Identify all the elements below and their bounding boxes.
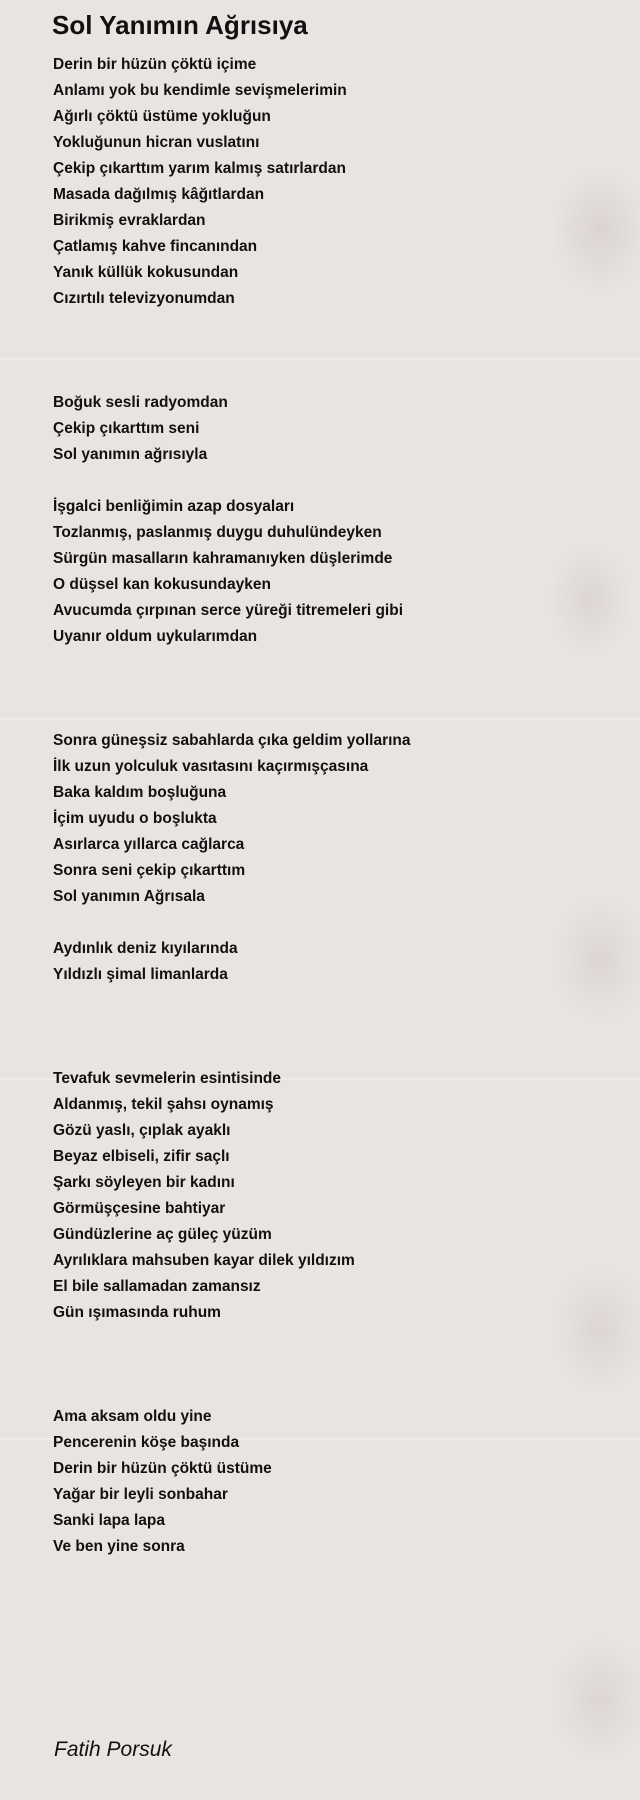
poem-line: Derin bir hüzün çöktü içime bbox=[53, 56, 257, 73]
poem-line: Sol yanımın ağrısıyla bbox=[53, 446, 208, 463]
poem-line: Tozlanmış, paslanmış duygu duhulündeyken bbox=[53, 524, 382, 541]
poem-line: Çekip çıkarttım seni bbox=[53, 420, 200, 437]
poem-body bbox=[53, 52, 613, 1560]
poem-author: Fatih Porsuk bbox=[54, 1738, 172, 1761]
poem-stanza bbox=[53, 1066, 613, 1326]
poem-line: Asırlarca yıllarca cağlarca bbox=[53, 836, 245, 853]
poem-line: Aldanmış, tekil şahsı oynamış bbox=[53, 1096, 274, 1113]
poem-line: Uyanır oldum uykularımdan bbox=[53, 628, 258, 645]
poem-line: İşgalci benliğimin azap dosyaları bbox=[53, 498, 295, 515]
stanza-spacer bbox=[53, 1326, 613, 1404]
poem-stanza bbox=[53, 52, 613, 312]
stanza-spacer bbox=[53, 988, 613, 1066]
poem-line: Çekip çıkarttım yarım kalmış satırlardan bbox=[53, 160, 346, 177]
poem-line: Beyaz elbiseli, zifir saçlı bbox=[53, 1148, 230, 1165]
poem-line: Yokluğunun hicran vuslatını bbox=[53, 134, 260, 151]
poem-line: Aydınlık deniz kıyılarında bbox=[53, 940, 238, 957]
poem-line: Masada dağılmış kâğıtlardan bbox=[53, 186, 265, 203]
poem-line: İçim uyudu o boşlukta bbox=[53, 810, 217, 827]
poem-line: Tevafuk sevmelerin esintisinde bbox=[53, 1070, 282, 1087]
poem-line: Ayrılıklara mahsuben kayar dilek yıldızım bbox=[53, 1252, 355, 1269]
poem-line: Şarkı söyleyen bir kadını bbox=[53, 1174, 235, 1191]
poem-stanza bbox=[53, 494, 613, 650]
poem-line: Sanki lapa lapa bbox=[53, 1512, 165, 1529]
poem-title: Sol Yanımın Ağrısıya bbox=[52, 10, 308, 40]
poem-stanza bbox=[53, 936, 613, 988]
poem-line: Sürgün masalların kahramanıyken düşlerimde bbox=[53, 550, 393, 567]
poem-line: Pencerenin köşe başında bbox=[53, 1434, 240, 1451]
poem-line: Sonra seni çekip çıkarttım bbox=[53, 862, 246, 879]
poem-line: Çatlamış kahve fincanından bbox=[53, 238, 258, 255]
poem-line: Ağırlı çöktü üstüme yokluğun bbox=[53, 108, 271, 125]
poem-line: Görmüşçesine bahtiyar bbox=[53, 1200, 226, 1217]
stanza-spacer bbox=[53, 312, 613, 390]
poem-line: El bile sallamadan zamansız bbox=[53, 1278, 261, 1295]
poem-stanza bbox=[53, 728, 613, 910]
stanza-spacer bbox=[53, 910, 613, 936]
poem-line: Sol yanımın Ağrısala bbox=[53, 888, 205, 905]
stanza-spacer bbox=[53, 650, 613, 728]
poem-line: Gözü yaslı, çıplak ayaklı bbox=[53, 1122, 231, 1139]
poem-line: Anlamı yok bu kendimle sevişmelerimin bbox=[53, 82, 347, 99]
poem-line: Yanık küllük kokusundan bbox=[53, 264, 239, 281]
poem-line: İlk uzun yolculuk vasıtasını kaçırmışçasına bbox=[53, 758, 369, 775]
poem-line: Birikmiş evraklardan bbox=[53, 212, 206, 229]
poem-line: Avucumda çırpınan serce yüreği titremeleri gibi bbox=[53, 602, 404, 619]
poem-stanza bbox=[53, 390, 613, 468]
poem-stanza bbox=[53, 1404, 613, 1560]
poem-line: Ve ben yine sonra bbox=[53, 1538, 185, 1555]
poem-line: Gündüzlerine aç güleç yüzüm bbox=[53, 1226, 272, 1243]
poem-line: Yağar bir leyli sonbahar bbox=[53, 1486, 228, 1503]
poem-line: Ama aksam oldu yine bbox=[53, 1408, 212, 1425]
poem-line: Cızırtılı televizyonumdan bbox=[53, 290, 235, 307]
poem-line: Yıldızlı şimal limanlarda bbox=[53, 966, 228, 983]
poem-line: Gün ışımasında ruhum bbox=[53, 1304, 221, 1321]
poem-line: Boğuk sesli radyomdan bbox=[53, 394, 228, 411]
poem-line: Sonra güneşsiz sabahlarda çıka geldim yollarına bbox=[53, 732, 411, 749]
poem-line: O düşsel kan kokusundayken bbox=[53, 576, 271, 593]
stanza-spacer bbox=[53, 468, 613, 494]
poem-line: Baka kaldım boşluğuna bbox=[53, 784, 227, 801]
poem-line: Derin bir hüzün çöktü üstüme bbox=[53, 1460, 272, 1477]
